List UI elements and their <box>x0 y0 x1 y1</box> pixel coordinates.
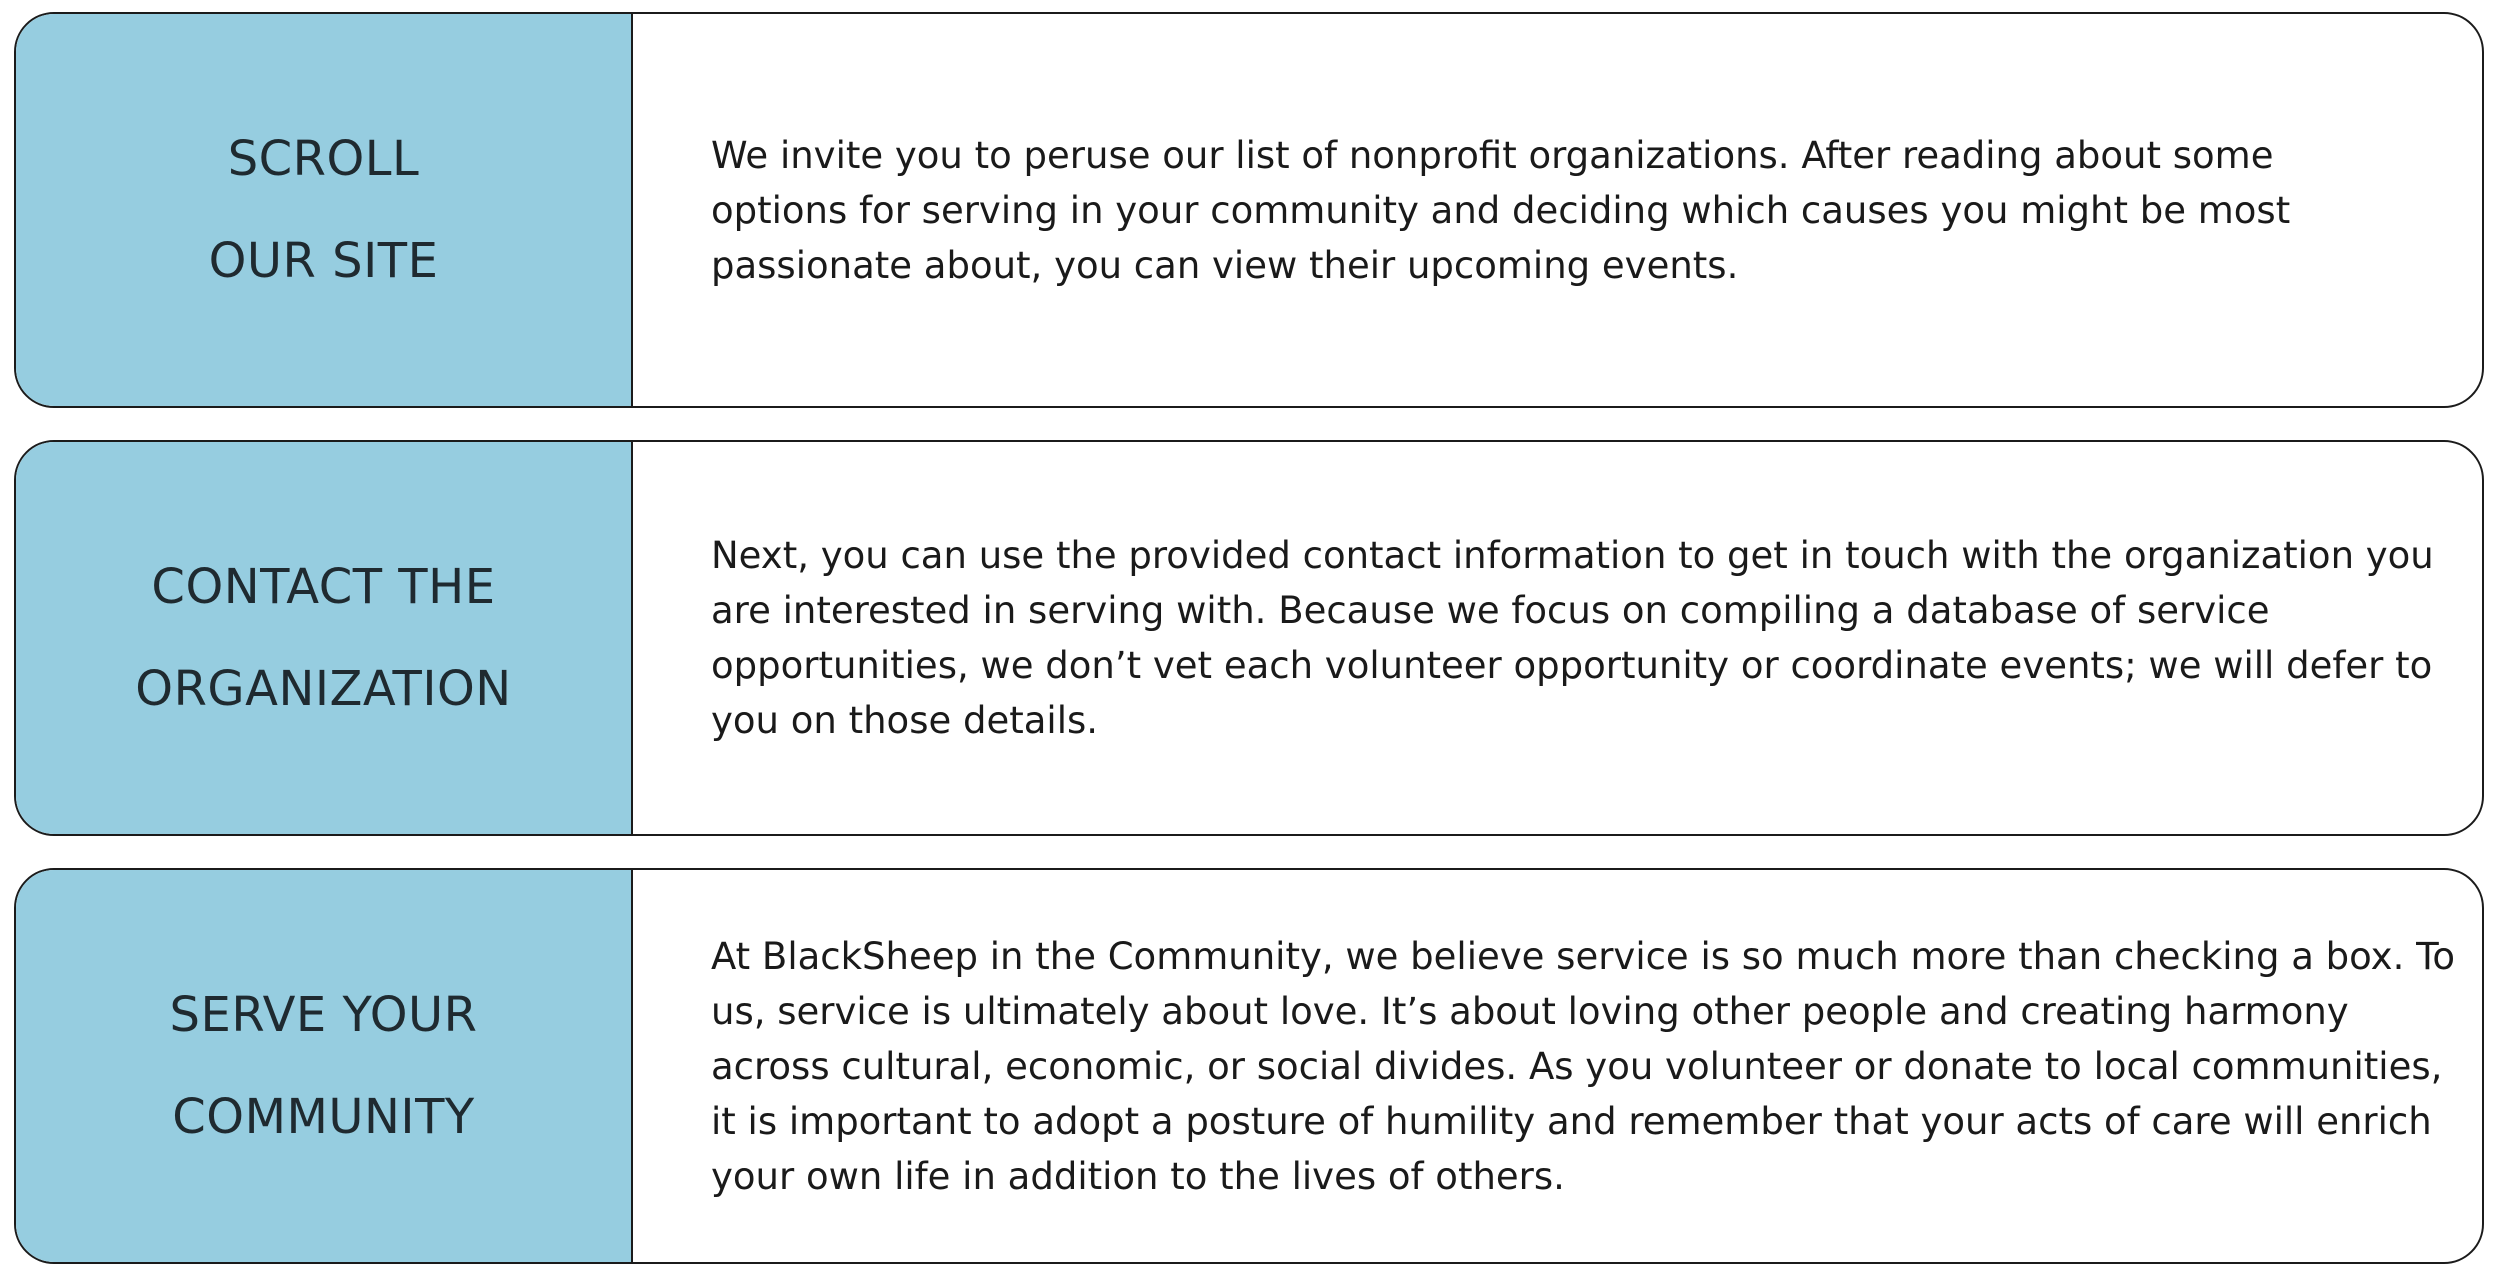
step-description: At BlackSheep in the Community, we believe service is so much more than checking a box. To us, service is ultimately about love. It’s about loving other people and creating harmony across cultural, economic, or social divides. As you volunteer or donate to local communities, it is important to adopt a posture of humility and remember that your acts of care will enrich your own life in addition to the lives of others. <box>711 934 2456 1198</box>
step-card-scroll-our-site <box>14 12 2484 408</box>
step-title <box>209 83 439 338</box>
step-title-line: OUR SITE <box>208 232 439 289</box>
step-card-contact-the-organization <box>14 440 2484 836</box>
step-label-panel <box>16 14 633 406</box>
step-body <box>633 14 2482 406</box>
step-body <box>633 870 2484 1262</box>
step-label-panel <box>16 870 633 1262</box>
steps-list <box>14 12 2484 1264</box>
step-title <box>135 511 511 766</box>
step-title-line: SCROLL <box>227 130 420 187</box>
step-title-line: SERVE YOUR <box>169 986 478 1043</box>
step-title-line: ORGANIZATION <box>135 660 512 717</box>
step-title <box>170 939 478 1194</box>
step-card-serve-your-community <box>14 868 2484 1264</box>
step-description: We invite you to peruse our list of nonprofit organizations. After reading about some options for serving in your community and deciding which causes you might be most passionate about, you can view their upcoming events. <box>711 133 2291 287</box>
step-title-line: COMMUNITY <box>172 1088 475 1145</box>
step-description: Next, you can use the provided contact information to get in touch with the organization you are interested in serving with. Because we focus on compiling a database of service opportunities, we don’t vet each volunteer opportunity or coordinate events; we will defer to you on those details. <box>711 534 2434 742</box>
step-label-panel <box>16 442 633 834</box>
step-body <box>633 442 2482 834</box>
step-title-line: CONTACT THE <box>151 558 496 615</box>
